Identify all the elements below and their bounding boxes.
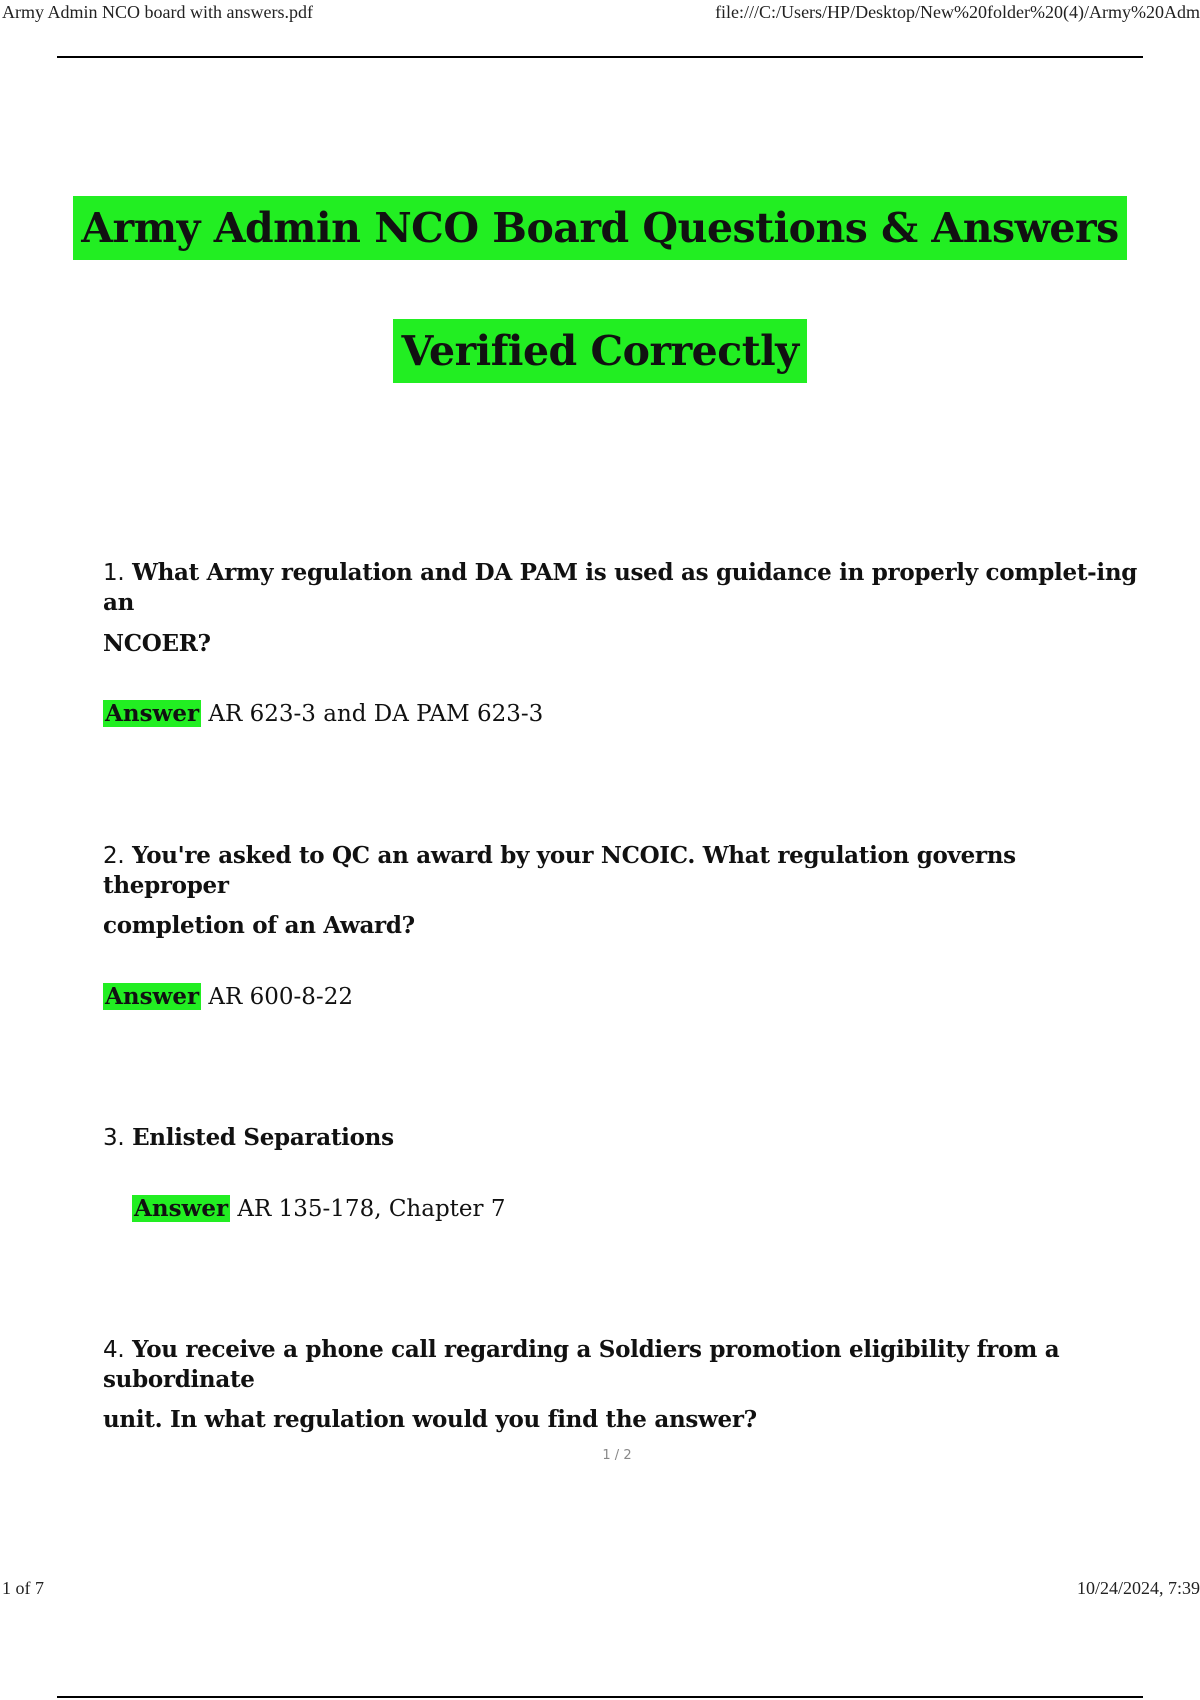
page-indicator: 1 / 2	[602, 1448, 632, 1463]
file-path: file:///C:/Users/HP/Desktop/New%20folder%20(4)/Army%20Adm	[715, 2, 1200, 22]
question-text: You receive a phone call regarding a Soldiers promotion eligibility from a subordinate	[103, 1336, 1060, 1393]
answer-label: Answer	[105, 700, 200, 727]
question-4-line-2: unit. In what regulation would you find the answer?	[103, 1406, 757, 1433]
answer-text: AR 600-8-22	[208, 984, 353, 1010]
answer-text: AR 623-3 and DA PAM 623-3	[208, 701, 544, 727]
page-title-line-1	[0, 196, 1200, 260]
question-number: 2.	[103, 843, 125, 869]
title-highlight-2: Verified Correctly	[393, 319, 806, 383]
footer-rule	[57, 1696, 1143, 1698]
answer-label: Answer	[134, 1195, 229, 1222]
question-number: 4.	[103, 1337, 125, 1363]
answer-label: Answer	[105, 983, 200, 1010]
question-text: You're asked to QC an award by your NCOIC. What regulation governs theproper	[103, 842, 1016, 899]
question-1-line-1	[103, 558, 1143, 618]
header-rule	[57, 56, 1143, 58]
question-2-line-1	[103, 841, 1143, 901]
answer-3	[132, 1192, 505, 1226]
question-3-line-1	[103, 1123, 1143, 1153]
question-number: 3.	[103, 1125, 125, 1151]
question-text: Enlisted Separations	[132, 1124, 394, 1151]
answer-1	[103, 697, 543, 731]
answer-text: AR 135-178, Chapter 7	[237, 1196, 506, 1222]
answer-2	[103, 980, 353, 1014]
question-text: What Army regulation and DA PAM is used as guidance in properly complet-ing an	[103, 559, 1138, 616]
page-title-line-2	[0, 319, 1200, 383]
question-number: 1.	[103, 560, 125, 586]
question-1-line-2: NCOER?	[103, 630, 211, 657]
title-highlight-1: Army Admin NCO Board Questions & Answers	[73, 196, 1126, 260]
question-4-line-1	[103, 1335, 1143, 1395]
document-title: Army Admin NCO board with answers.pdf	[2, 2, 313, 22]
page-count: 1 of 7	[2, 1578, 44, 1598]
print-timestamp: 10/24/2024, 7:39	[1076, 1578, 1200, 1598]
question-2-line-2: completion of an Award?	[103, 912, 415, 939]
